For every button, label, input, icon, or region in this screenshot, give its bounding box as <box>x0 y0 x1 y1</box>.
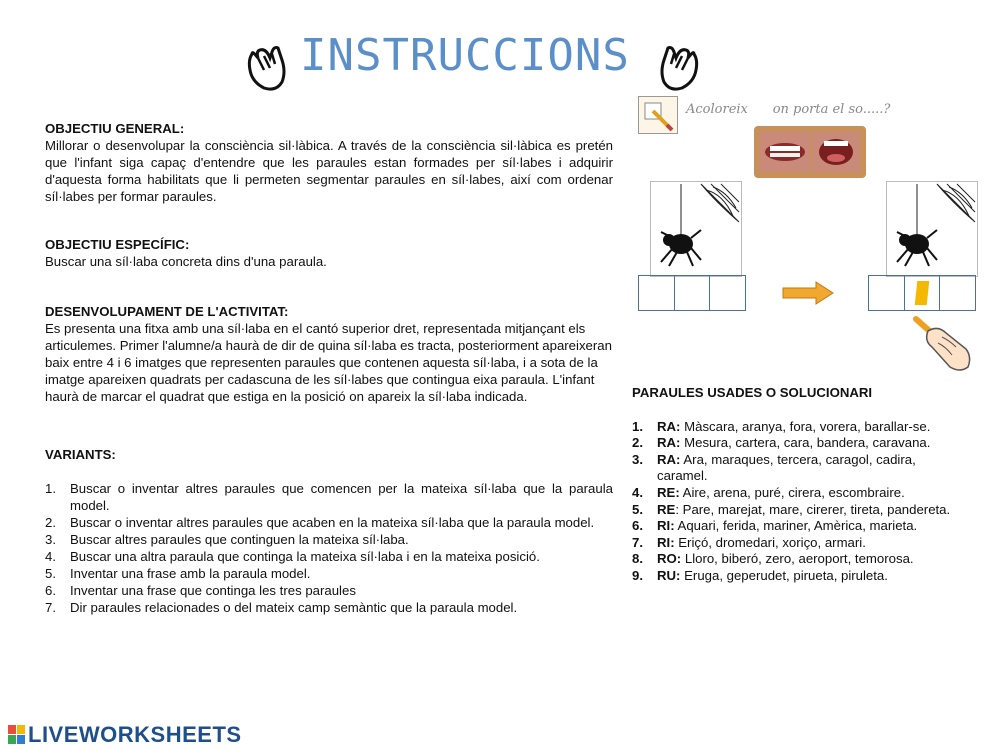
item-syllable: RU: <box>657 567 681 583</box>
list-item <box>632 419 982 436</box>
item-text: Buscar altres paraules que continguen la mateixa síl·laba. <box>70 532 409 547</box>
item-number: 4. <box>632 484 643 500</box>
item-text: Inventar una frase que continga les tres paraules <box>70 583 356 598</box>
item-syllable: RO: <box>657 551 682 567</box>
list-item <box>632 485 982 502</box>
item-text: Mesura, cartera, cara, bandera, caravana. <box>684 435 931 451</box>
item-number: 2. <box>45 515 56 530</box>
item-number: 1. <box>45 481 56 496</box>
syllable-box[interactable] <box>638 275 675 311</box>
mouth-images-frame <box>754 126 866 178</box>
spider-picture-right <box>886 181 978 277</box>
logo-mark-icon <box>8 725 26 745</box>
development-text: Es presenta una fitxa amb una síl·laba en el cantó superior dret, representada mitjançant els articulemes. Primer l'alumne/a haurà de dir de quina síl·laba es tracta, posteriorment apareixeran baix entre 4 i 6 imatges que representen paraules que contenen aquesta síl·laba, i a sota de la imatge apareixen quadrats per cadascuna de les síl·labes que contingua eixa paraula. L'infant haurà de marcar el quadrat que estiga en la posició on apareix la síl·laba indicada. <box>45 321 612 404</box>
list-item <box>45 514 613 531</box>
item-number: 3. <box>45 532 56 547</box>
item-number: 5. <box>45 566 56 581</box>
item-syllable: RA: <box>657 435 681 451</box>
yellow-mark <box>915 281 930 305</box>
objective-general-text: Millorar o desenvolupar la consciència sil·làbica. A través de la consciència sil·làbica es pretén que l'infant siga capaç d'entendre que les paraules estan formades per síl·labes i adquirir d'aquesta forma habilitats que li permeten segmentar paraules en síl·labes, així com ordenar síl·labes per formar paraules. <box>45 138 613 204</box>
objective-general-heading: OBJECTIU GENERAL: <box>45 121 185 136</box>
syllable-box[interactable] <box>710 275 746 311</box>
item-text: Ara, maraques, tercera, caragol, cadira, caramel. <box>657 451 916 484</box>
logo-text: LIVEWORKSHEETS <box>28 722 242 747</box>
syllable-boxes-right <box>868 275 976 311</box>
hand-with-crayon-icon <box>912 313 974 375</box>
item-number: 6. <box>632 518 643 534</box>
variants-heading: VARIANTS: <box>45 447 116 462</box>
objective-specific-heading: OBJECTIU ESPECÍFIC: <box>45 237 190 252</box>
syllable-box[interactable] <box>868 275 905 311</box>
list-item <box>45 599 613 616</box>
item-text: : Pare, marejat, mare, cirerer, tireta, pandereta. <box>675 501 951 517</box>
item-text: Eriçó, dromedari, xoriço, armari. <box>678 534 866 550</box>
list-item <box>632 551 982 568</box>
solutions-list <box>632 419 982 585</box>
list-item <box>632 535 982 552</box>
syllable-boxes-left <box>638 275 746 311</box>
pointing-hand-left-icon <box>242 40 290 94</box>
solutions-section <box>632 385 982 585</box>
item-syllable: RI: <box>657 534 675 550</box>
list-item <box>632 568 982 585</box>
list-item <box>632 435 982 452</box>
item-text: Buscar o inventar altres paraules que acaben en la mateixa síl·laba que la paraula model. <box>70 515 595 530</box>
item-number: 2. <box>632 435 643 451</box>
development-section <box>45 303 613 405</box>
objective-specific-section <box>45 236 613 270</box>
item-number: 5. <box>632 501 643 517</box>
item-text: Buscar o inventar altres paraules que comencen per la mateixa síl·laba que la paraula model. <box>70 481 613 513</box>
list-item <box>632 452 982 485</box>
item-number: 1. <box>632 418 643 434</box>
list-item <box>632 502 982 519</box>
item-syllable: RE <box>657 501 676 517</box>
item-text: Màscara, aranya, fora, vorera, barallar-se. <box>684 418 931 434</box>
list-item <box>45 480 613 514</box>
list-item <box>632 518 982 535</box>
item-syllable: RA: <box>657 418 681 434</box>
objective-general-section <box>45 120 613 205</box>
item-number: 3. <box>632 451 643 467</box>
item-text: Inventar una frase amb la paraula model. <box>70 566 311 581</box>
item-text: Aquari, ferida, mariner, Amèrica, marieta. <box>677 518 918 534</box>
variants-list <box>45 480 613 616</box>
item-number: 7. <box>45 600 56 615</box>
list-item <box>45 582 613 599</box>
colouring-pencil-icon <box>638 96 678 134</box>
item-text: Eruga, geperudet, pirueta, piruleta. <box>684 567 888 583</box>
solutions-heading: PARAULES USADES O SOLUCIONARI <box>632 385 873 400</box>
item-text: Buscar una altra paraula que continga la mateixa síl·laba i en la mateixa posició. <box>70 549 540 564</box>
item-number: 9. <box>632 567 643 583</box>
list-item <box>45 548 613 565</box>
syllable-box[interactable] <box>675 275 711 311</box>
item-text: Lloro, biberó, zero, aeroport, temorosa. <box>684 551 914 567</box>
example-instruction <box>686 102 890 117</box>
objective-specific-text: Buscar una síl·laba concreta dins d'una paraula. <box>45 254 327 269</box>
item-syllable: RE: <box>657 484 680 500</box>
liveworksheets-logo[interactable] <box>8 722 242 748</box>
development-heading: DESENVOLUPAMENT DE L'ACTIVITAT: <box>45 304 289 319</box>
item-number: 8. <box>632 551 643 567</box>
item-number: 6. <box>45 583 56 598</box>
pointing-hand-right-icon <box>656 40 704 94</box>
variants-section <box>45 446 613 616</box>
syllable-box-marked[interactable] <box>905 275 941 311</box>
item-number: 4. <box>45 549 56 564</box>
syllable-box[interactable] <box>940 275 976 311</box>
item-syllable: RI: <box>657 518 675 534</box>
item-text: Aire, arena, puré, cirera, escombraire. <box>682 484 905 500</box>
spider-picture-left <box>650 181 742 277</box>
arrow-right-icon <box>782 281 834 305</box>
item-text: Dir paraules relacionades o del mateix camp semàntic que la paraula model. <box>70 600 518 615</box>
example-instruction-a: Acoloreix <box>686 102 748 117</box>
item-syllable: RA: <box>657 451 681 467</box>
example-instruction-b: on porta el so.....? <box>772 102 891 117</box>
list-item <box>45 531 613 548</box>
list-item <box>45 565 613 582</box>
item-number: 7. <box>632 534 643 550</box>
page-title: INSTRUCCIONS <box>300 30 630 81</box>
